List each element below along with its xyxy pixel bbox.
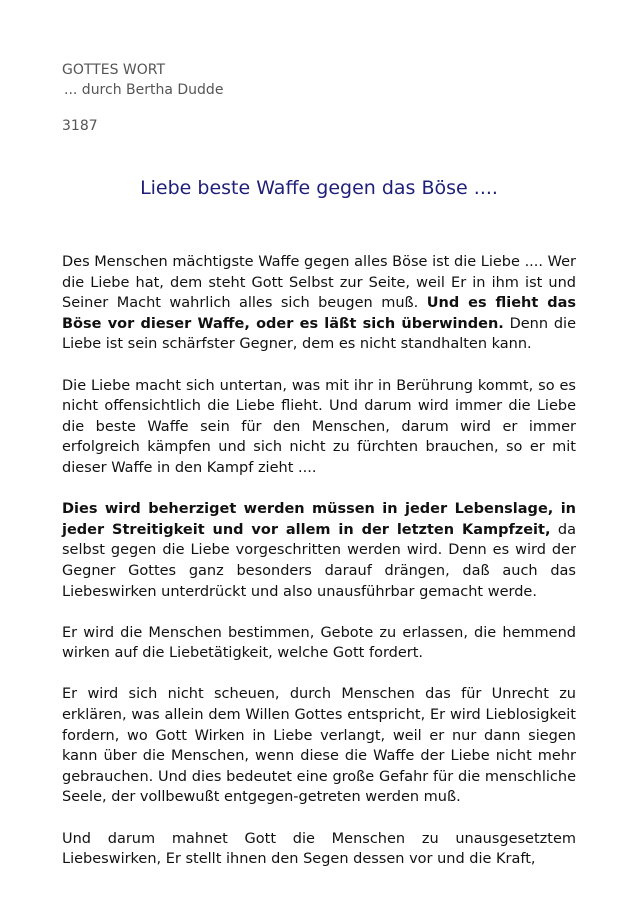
text-segment: da selbst gegen die Liebe vorgeschritten werden wird. Denn es wird der Gegner Gottes ganz besonders darauf drängen, daß auch das Liebeswirken unterdrückt und also unausführbar gemacht werde. [62, 521, 576, 600]
text-segment: Die Liebe macht sich untertan, was mit ihr in Berührung kommt, so es nicht offensichtlich die Liebe flieht. Und darum wird immer die Liebe die beste Waffe sein für den Menschen, darum wird er immer erfolgreich kämpfen und sich nicht zu fürchten brauchen, so er mit dieser Waffe in den Kampf zieht .... [62, 377, 576, 476]
header-author: ... durch Bertha Dudde [64, 82, 224, 98]
paragraph [62, 684, 576, 808]
text-segment: Des Menschen mächtigste Waffe gegen alles Böse ist die Liebe .... Wer die Liebe hat, dem steht Gott Selbst zur Seite, weil Er in ihm ist und Seiner Macht wahrlich alles sich beugen muß. [62, 254, 576, 312]
text-segment: Er wird die Menschen bestimmen, Gebote zu erlassen, die hemmend wirken auf die Liebetätigkeit, welche Gott fordert. [62, 624, 576, 662]
bold-text: Dies wird beherziget werden müssen in jeder Lebenslage, in jeder Streitigkeit und vor allem in der letzten Kampfzeit, [62, 501, 576, 538]
document-heading: Liebe beste Waffe gegen das Böse .... [140, 177, 498, 199]
header-title: GOTTES WORT [62, 62, 166, 78]
text-segment: Und darum mahnet Gott die Menschen zu unausgesetztem Liebeswirken, Er stellt ihnen den Segen dessen vor und die Kraft, [62, 830, 576, 868]
document-number: 3187 [62, 118, 98, 134]
text-segment: Er wird sich nicht scheuen, durch Menschen das für Unrecht zu erklären, was allein dem Willen Gottes entspricht, Er wird Lieblosigkeit fordern, wo Gott Wirken in Liebe verlangt, weil er nur dann siegen kann über die Menschen, wenn diese die Waffe der Liebe nicht mehr gebrauchen. Und dies bedeutet eine große Gefahr für die menschliche Seele, der vollbewußt entgegen-getreten werden muß. [62, 686, 576, 806]
bold-text: Und es flieht das Böse vor dieser Waffe, oder es läßt sich überwinden. [62, 295, 577, 332]
paragraph [62, 499, 576, 602]
text-segment: Denn die Liebe ist sein schärfster Gegner, dem es nicht standhalten kann. [62, 315, 576, 353]
document-body [62, 252, 576, 890]
paragraph [62, 623, 576, 664]
paragraph [62, 252, 576, 355]
paragraph [62, 376, 576, 479]
paragraph [62, 829, 576, 870]
